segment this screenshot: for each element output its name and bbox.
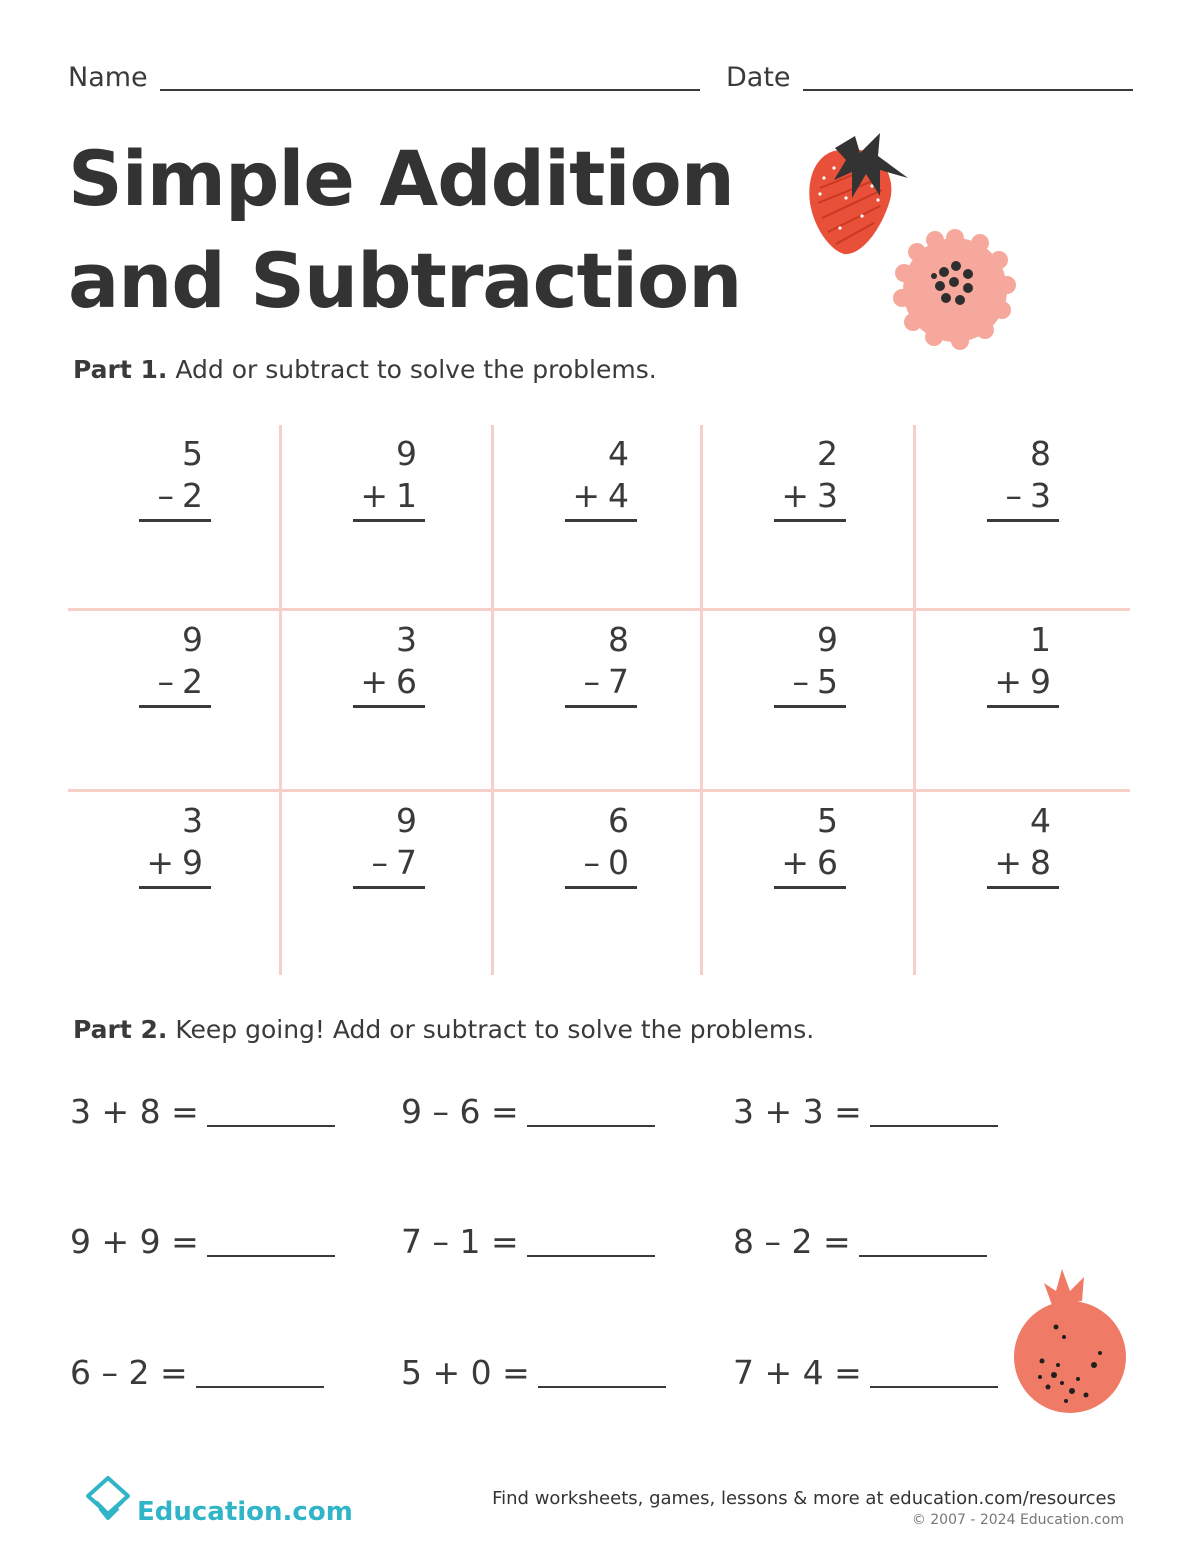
date-field[interactable] bbox=[803, 89, 1133, 91]
vertical-problem bbox=[987, 433, 1059, 522]
problem-operator: – bbox=[157, 662, 174, 701]
problem-operator: + bbox=[781, 843, 809, 882]
page-title bbox=[68, 128, 741, 332]
problem-bottom-number: 4 bbox=[608, 476, 629, 515]
footer-tagline: Find worksheets, games, lessons & more at education.com/resources bbox=[492, 1488, 1116, 1509]
problem-bottom-number: 7 bbox=[608, 662, 629, 701]
vertical-problem bbox=[565, 619, 637, 708]
problem-cell bbox=[916, 425, 1128, 608]
problem-cell bbox=[282, 792, 494, 975]
problem-cell bbox=[916, 792, 1128, 975]
part1-instructions bbox=[73, 355, 657, 384]
problem-bottom-number: 3 bbox=[1030, 476, 1051, 515]
vertical-problem bbox=[353, 433, 425, 522]
problem-operator: + bbox=[360, 476, 388, 515]
part2-text: Keep going! Add or subtract to solve the problems. bbox=[175, 1015, 815, 1044]
problem-cell bbox=[494, 792, 706, 975]
vertical-problem bbox=[987, 619, 1059, 708]
problem-operator: + bbox=[572, 476, 600, 515]
problem-bottom-number: 9 bbox=[182, 843, 203, 882]
problem-cell bbox=[282, 425, 494, 608]
problem-top-number: 5 bbox=[817, 801, 838, 840]
title-line-1: Simple Addition bbox=[68, 134, 734, 223]
answer-blank[interactable] bbox=[196, 1386, 324, 1388]
problem-operator: + bbox=[781, 476, 809, 515]
problem-cell bbox=[282, 611, 494, 794]
problem-cell bbox=[68, 792, 280, 975]
title-line-2: and Subtraction bbox=[68, 236, 742, 325]
equation: 7 + 4 = bbox=[733, 1353, 998, 1392]
vertical-problem bbox=[353, 619, 425, 708]
answer-blank[interactable] bbox=[207, 1255, 335, 1257]
vertical-problem bbox=[774, 433, 846, 522]
problem-top-number: 6 bbox=[608, 801, 629, 840]
problem-bottom-row bbox=[987, 842, 1059, 889]
problem-bottom-row bbox=[774, 661, 846, 708]
vertical-problem bbox=[565, 800, 637, 889]
vertical-problem bbox=[565, 433, 637, 522]
vertical-problem bbox=[353, 800, 425, 889]
problem-operator: – bbox=[583, 843, 600, 882]
problem-top-number: 8 bbox=[1030, 434, 1051, 473]
equation: 8 – 2 = bbox=[733, 1222, 987, 1261]
problem-top-number: 9 bbox=[817, 620, 838, 659]
problem-cell bbox=[68, 611, 280, 794]
problem-operator: + bbox=[994, 662, 1022, 701]
equation: 7 – 1 = bbox=[401, 1222, 655, 1261]
answer-blank[interactable] bbox=[527, 1255, 655, 1257]
flower-icon bbox=[888, 228, 1022, 352]
problem-top-number: 5 bbox=[182, 434, 203, 473]
problem-cell bbox=[703, 611, 915, 794]
problem-operator: – bbox=[371, 843, 388, 882]
name-label: Name bbox=[68, 62, 148, 93]
problem-bottom-row bbox=[987, 661, 1059, 708]
problem-top-number: 9 bbox=[182, 620, 203, 659]
pomegranate-icon bbox=[1012, 1265, 1132, 1417]
problem-grid bbox=[68, 425, 1130, 975]
problem-bottom-row bbox=[774, 842, 846, 889]
problem-bottom-row bbox=[139, 475, 211, 522]
problem-bottom-row bbox=[353, 661, 425, 708]
part1-text: Add or subtract to solve the problems. bbox=[175, 355, 657, 384]
problem-bottom-row bbox=[774, 475, 846, 522]
answer-blank[interactable] bbox=[207, 1125, 335, 1127]
problem-bottom-row bbox=[565, 661, 637, 708]
problem-bottom-row bbox=[139, 842, 211, 889]
problem-cell bbox=[494, 611, 706, 794]
logo-text[interactable]: Education.com bbox=[137, 1497, 353, 1527]
problem-bottom-row bbox=[139, 661, 211, 708]
copyright: © 2007 - 2024 Education.com bbox=[911, 1512, 1124, 1528]
problem-operator: – bbox=[1005, 476, 1022, 515]
problem-top-number: 1 bbox=[1030, 620, 1051, 659]
problem-bottom-row bbox=[565, 842, 637, 889]
problem-cell bbox=[916, 611, 1128, 794]
logo-icon bbox=[82, 1474, 134, 1526]
problem-top-number: 4 bbox=[608, 434, 629, 473]
equation: 3 + 3 = bbox=[733, 1092, 998, 1131]
problem-operator: – bbox=[157, 476, 174, 515]
vertical-problem bbox=[139, 433, 211, 522]
answer-blank[interactable] bbox=[870, 1386, 998, 1388]
problem-top-number: 3 bbox=[182, 801, 203, 840]
equation: 3 + 8 = bbox=[70, 1092, 335, 1131]
part1-heading: Part 1. bbox=[73, 355, 168, 384]
problem-top-number: 3 bbox=[396, 620, 417, 659]
equation: 9 – 6 = bbox=[401, 1092, 655, 1131]
part2-heading: Part 2. bbox=[73, 1015, 168, 1044]
problem-cell bbox=[494, 425, 706, 608]
problem-top-number: 9 bbox=[396, 801, 417, 840]
problem-bottom-row bbox=[565, 475, 637, 522]
answer-blank[interactable] bbox=[870, 1125, 998, 1127]
problem-operator: + bbox=[994, 843, 1022, 882]
problem-bottom-number: 5 bbox=[817, 662, 838, 701]
problem-operator: + bbox=[360, 662, 388, 701]
name-field[interactable] bbox=[160, 89, 700, 91]
problem-bottom-number: 6 bbox=[817, 843, 838, 882]
problem-bottom-number: 3 bbox=[817, 476, 838, 515]
answer-blank[interactable] bbox=[538, 1386, 666, 1388]
problem-bottom-number: 8 bbox=[1030, 843, 1051, 882]
vertical-problem bbox=[139, 800, 211, 889]
vertical-problem bbox=[987, 800, 1059, 889]
part2-instructions bbox=[73, 1015, 814, 1044]
date-label: Date bbox=[726, 62, 791, 93]
equation: 6 – 2 = bbox=[70, 1353, 324, 1392]
vertical-problem bbox=[139, 619, 211, 708]
problem-bottom-number: 6 bbox=[396, 662, 417, 701]
answer-blank[interactable] bbox=[859, 1255, 987, 1257]
equation: 5 + 0 = bbox=[401, 1353, 666, 1392]
problem-bottom-row bbox=[987, 475, 1059, 522]
problem-top-number: 9 bbox=[396, 434, 417, 473]
problem-cell bbox=[703, 792, 915, 975]
problem-top-number: 2 bbox=[817, 434, 838, 473]
problem-bottom-number: 9 bbox=[1030, 662, 1051, 701]
problem-bottom-number: 2 bbox=[182, 662, 203, 701]
equation: 9 + 9 = bbox=[70, 1222, 335, 1261]
vertical-problem bbox=[774, 619, 846, 708]
problem-cell bbox=[703, 425, 915, 608]
problem-bottom-row bbox=[353, 842, 425, 889]
problem-bottom-number: 0 bbox=[608, 843, 629, 882]
answer-blank[interactable] bbox=[527, 1125, 655, 1127]
vertical-problem bbox=[774, 800, 846, 889]
problem-bottom-row bbox=[353, 475, 425, 522]
problem-cell bbox=[68, 425, 280, 608]
problem-bottom-number: 1 bbox=[396, 476, 417, 515]
problem-operator: + bbox=[146, 843, 174, 882]
problem-bottom-number: 2 bbox=[182, 476, 203, 515]
problem-operator: – bbox=[583, 662, 600, 701]
problem-top-number: 4 bbox=[1030, 801, 1051, 840]
problem-operator: – bbox=[792, 662, 809, 701]
problem-top-number: 8 bbox=[608, 620, 629, 659]
problem-bottom-number: 7 bbox=[396, 843, 417, 882]
